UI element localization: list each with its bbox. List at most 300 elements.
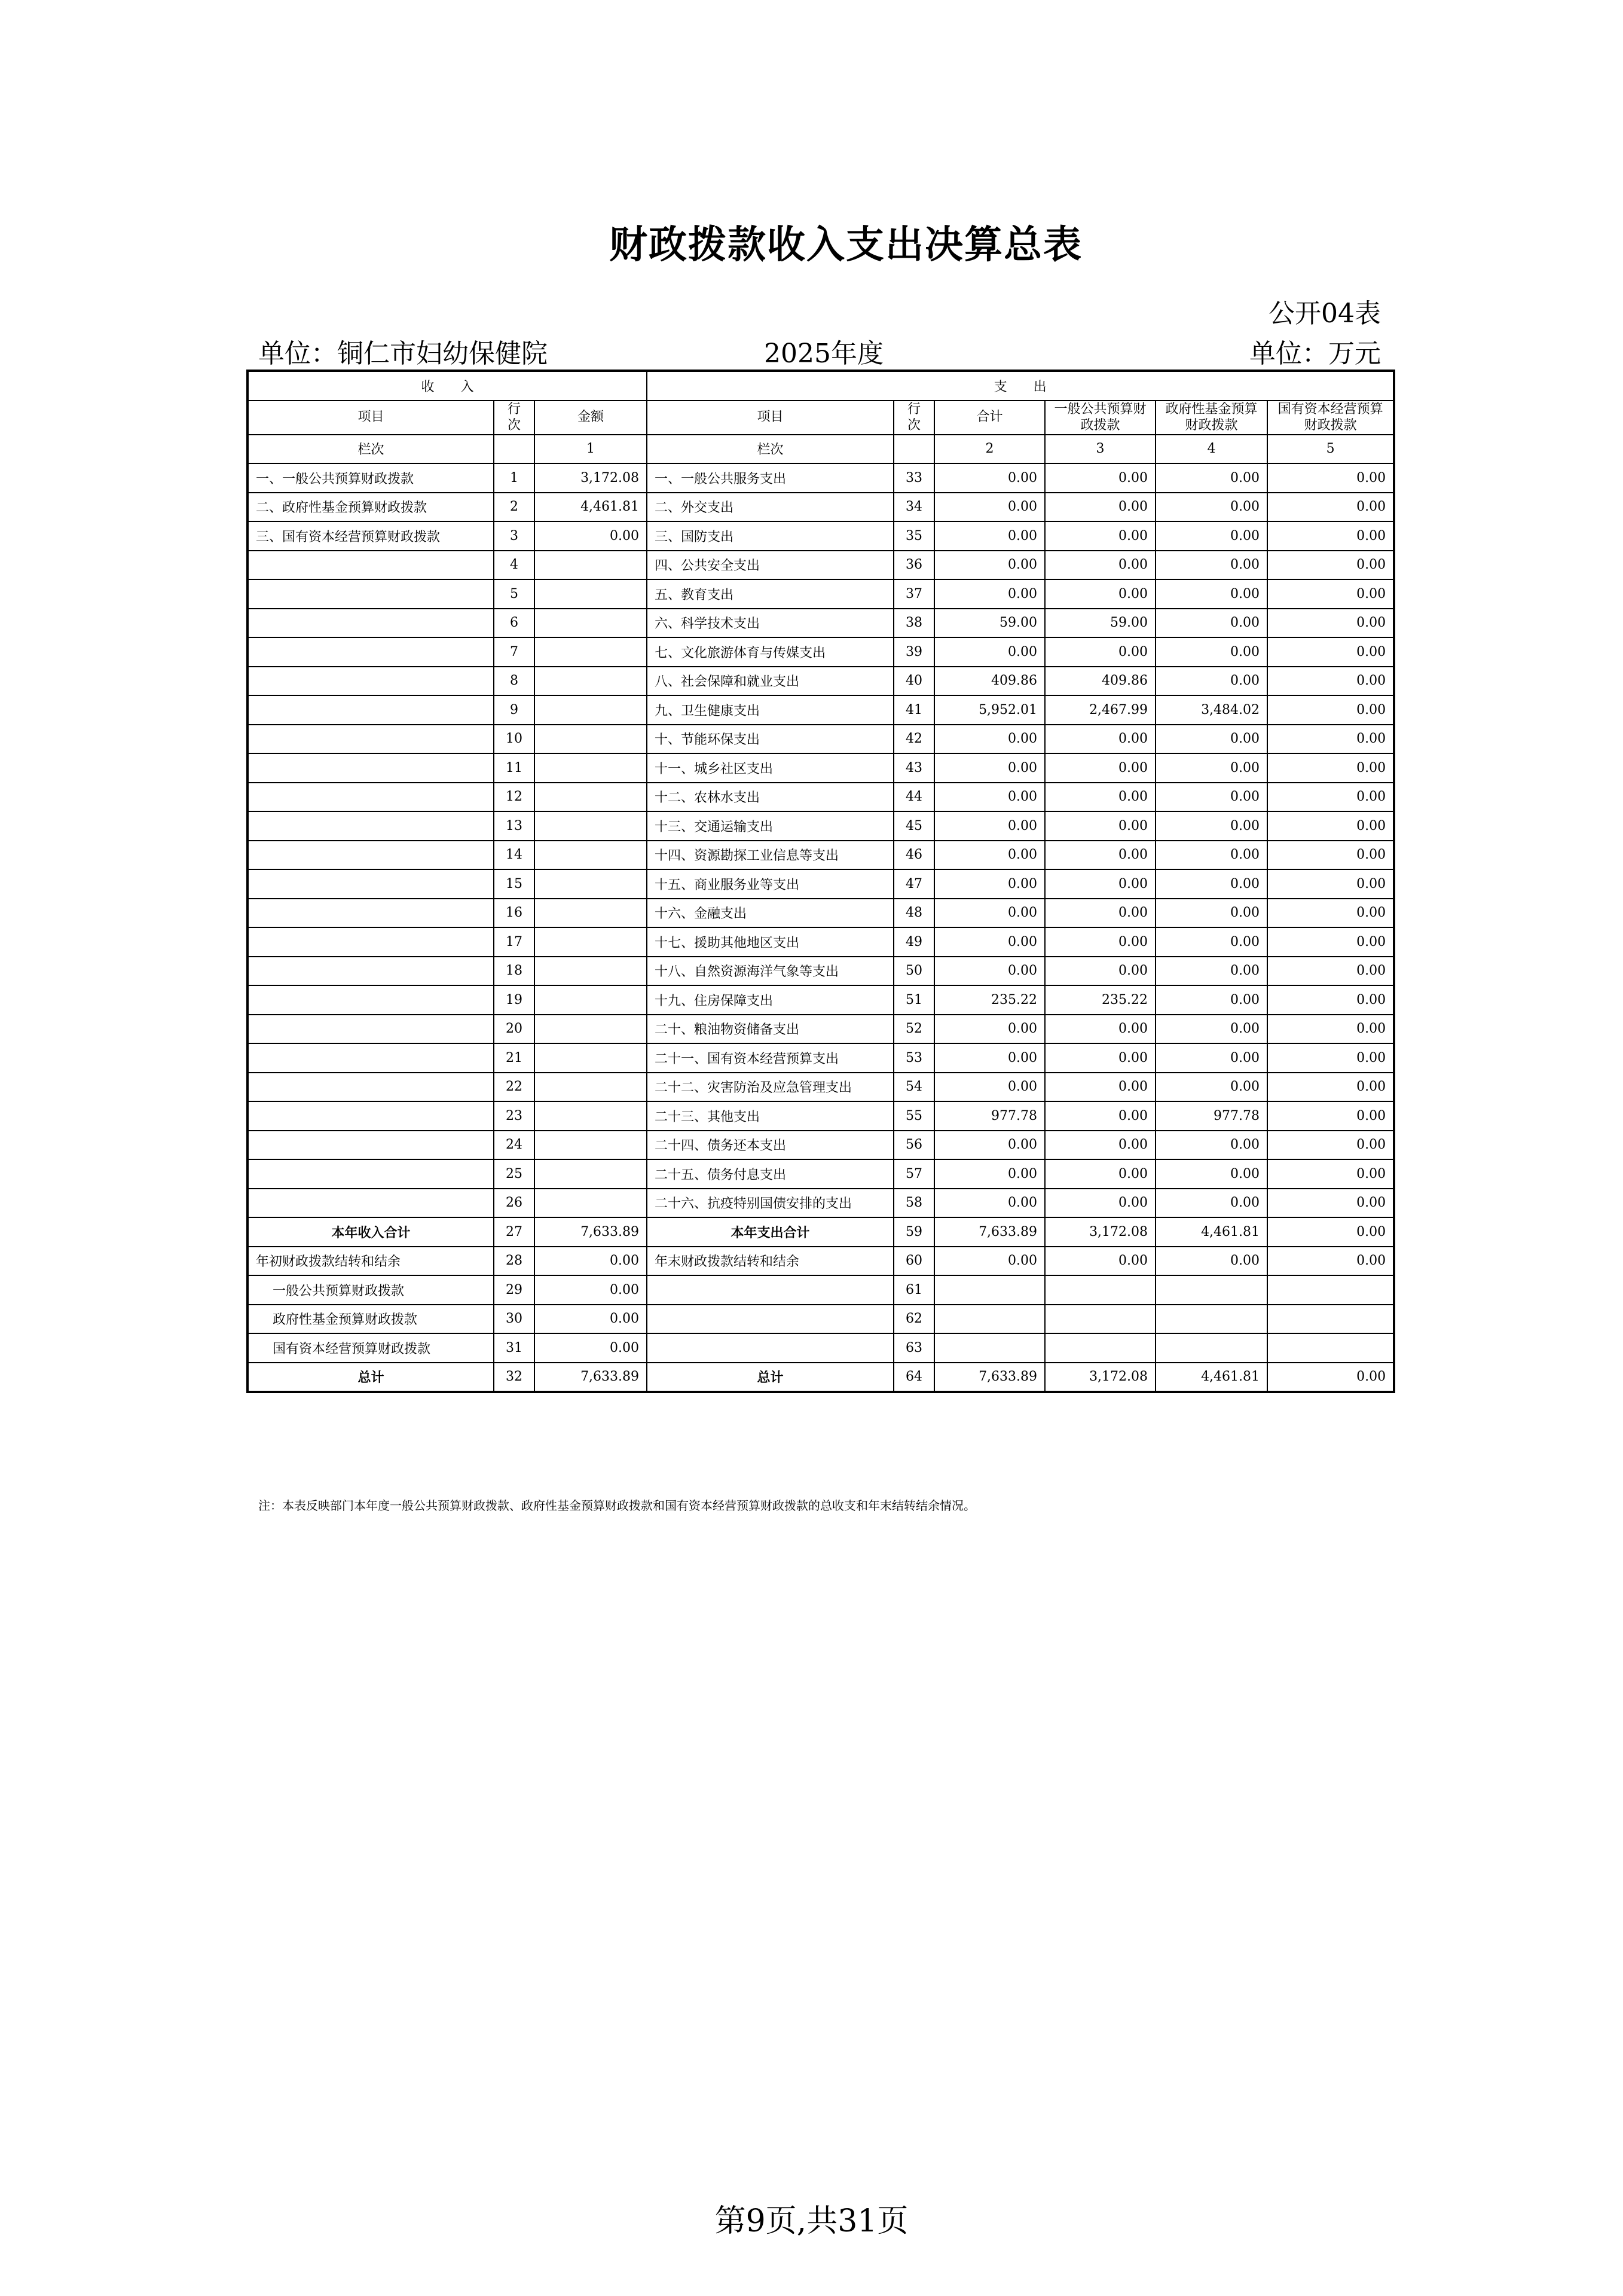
income-amount bbox=[534, 985, 647, 1015]
expense-row-no: 60 bbox=[894, 1247, 934, 1276]
income-item: 政府性基金预算财政拨款 bbox=[247, 1305, 494, 1334]
income-amount bbox=[534, 551, 647, 580]
state-capital-amount bbox=[1267, 1333, 1394, 1363]
expense-row-no: 39 bbox=[894, 637, 934, 667]
form-number: 公开04表 bbox=[1269, 298, 1381, 329]
income-amount: 0.00 bbox=[534, 1333, 647, 1363]
income-row-no: 31 bbox=[494, 1333, 534, 1363]
expense-header: 支 出 bbox=[647, 371, 1394, 401]
state-capital-amount: 0.00 bbox=[1267, 1363, 1394, 1393]
expense-row-no: 51 bbox=[894, 985, 934, 1015]
gov-fund-amount: 0.00 bbox=[1156, 753, 1267, 783]
table-row bbox=[247, 1043, 1394, 1073]
state-capital-amount: 0.00 bbox=[1267, 695, 1394, 725]
income-amount bbox=[534, 957, 647, 986]
income-amount bbox=[534, 579, 647, 609]
gov-fund-amount: 0.00 bbox=[1156, 1247, 1267, 1276]
gov-fund-amount bbox=[1156, 1275, 1267, 1305]
gov-fund-amount: 0.00 bbox=[1156, 869, 1267, 899]
expense-row-no: 47 bbox=[894, 869, 934, 899]
expense-total: 0.00 bbox=[934, 1189, 1045, 1218]
expense-item: 三、国防支出 bbox=[647, 521, 894, 551]
expense-row-no: 62 bbox=[894, 1305, 934, 1334]
general-budget-amount: 0.00 bbox=[1045, 753, 1156, 783]
general-budget-amount: 0.00 bbox=[1045, 1015, 1156, 1044]
gov-fund-header: 政府性基金预算财政拨款 bbox=[1156, 401, 1267, 435]
income-item-header: 项目 bbox=[247, 401, 494, 435]
expense-total: 0.00 bbox=[934, 1247, 1045, 1276]
income-item: 一般公共预算财政拨款 bbox=[247, 1275, 494, 1305]
state-capital-amount bbox=[1267, 1305, 1394, 1334]
income-item: 二、政府性基金预算财政拨款 bbox=[247, 493, 494, 522]
state-capital-amount: 0.00 bbox=[1267, 1043, 1394, 1073]
gov-fund-amount: 3,484.02 bbox=[1156, 695, 1267, 725]
gov-fund-amount: 0.00 bbox=[1156, 1189, 1267, 1218]
income-item bbox=[247, 1189, 494, 1218]
expense-total: 0.00 bbox=[934, 725, 1045, 754]
general-budget-amount: 0.00 bbox=[1045, 493, 1156, 522]
expense-row-no: 57 bbox=[894, 1159, 934, 1189]
budget-table bbox=[246, 370, 1395, 1393]
expense-row-no: 46 bbox=[894, 841, 934, 870]
income-item bbox=[247, 985, 494, 1015]
income-row-no: 16 bbox=[494, 899, 534, 928]
col-label: 栏次 bbox=[647, 435, 894, 464]
income-row-no: 15 bbox=[494, 869, 534, 899]
table-row bbox=[247, 1159, 1394, 1189]
state-capital-amount bbox=[1267, 1275, 1394, 1305]
general-budget-amount: 3,172.08 bbox=[1045, 1217, 1156, 1247]
income-row-no: 4 bbox=[494, 551, 534, 580]
income-row-no: 26 bbox=[494, 1189, 534, 1218]
gov-fund-amount: 0.00 bbox=[1156, 985, 1267, 1015]
table-row bbox=[247, 1189, 1394, 1218]
expense-total: 0.00 bbox=[934, 493, 1045, 522]
income-amount bbox=[534, 899, 647, 928]
general-budget-amount: 0.00 bbox=[1045, 811, 1156, 841]
fiscal-year: 2025年度 bbox=[764, 338, 884, 369]
expense-row-no: 56 bbox=[894, 1131, 934, 1160]
col-index: 1 bbox=[534, 435, 647, 464]
empty-cell bbox=[894, 435, 934, 464]
expense-total: 7,633.89 bbox=[934, 1217, 1045, 1247]
gov-fund-amount bbox=[1156, 1305, 1267, 1334]
gov-fund-amount: 0.00 bbox=[1156, 957, 1267, 986]
income-item bbox=[247, 1073, 494, 1102]
gov-fund-amount: 4,461.81 bbox=[1156, 1217, 1267, 1247]
income-amount bbox=[534, 1131, 647, 1160]
state-capital-amount: 0.00 bbox=[1267, 753, 1394, 783]
income-amount bbox=[534, 753, 647, 783]
expense-total: 0.00 bbox=[934, 463, 1045, 493]
gov-fund-amount: 0.00 bbox=[1156, 841, 1267, 870]
income-item bbox=[247, 1015, 494, 1044]
expense-item: 九、卫生健康支出 bbox=[647, 695, 894, 725]
state-capital-amount: 0.00 bbox=[1267, 957, 1394, 986]
state-capital-amount: 0.00 bbox=[1267, 609, 1394, 638]
income-row-no: 8 bbox=[494, 667, 534, 696]
gov-fund-amount: 0.00 bbox=[1156, 927, 1267, 957]
table-row bbox=[247, 985, 1394, 1015]
table-row bbox=[247, 1333, 1394, 1363]
table-row bbox=[247, 493, 1394, 522]
general-budget-amount: 0.00 bbox=[1045, 1131, 1156, 1160]
gov-fund-amount: 0.00 bbox=[1156, 1073, 1267, 1102]
income-amount: 0.00 bbox=[534, 1275, 647, 1305]
state-capital-amount: 0.00 bbox=[1267, 985, 1394, 1015]
expense-item: 十、节能环保支出 bbox=[647, 725, 894, 754]
income-item bbox=[247, 783, 494, 812]
state-capital-amount: 0.00 bbox=[1267, 521, 1394, 551]
page-footer: 第9页,共31页 bbox=[714, 2203, 909, 2239]
expense-item: 一、一般公共服务支出 bbox=[647, 463, 894, 493]
income-amount bbox=[534, 841, 647, 870]
income-row-no: 21 bbox=[494, 1043, 534, 1073]
general-budget-amount: 0.00 bbox=[1045, 1073, 1156, 1102]
state-capital-amount: 0.00 bbox=[1267, 783, 1394, 812]
state-capital-amount: 0.00 bbox=[1267, 1189, 1394, 1218]
expense-row-no: 36 bbox=[894, 551, 934, 580]
income-row-no: 22 bbox=[494, 1073, 534, 1102]
expense-item bbox=[647, 1305, 894, 1334]
general-budget-amount: 0.00 bbox=[1045, 551, 1156, 580]
expense-rowno-header: 行次 bbox=[894, 401, 934, 435]
expense-total bbox=[934, 1333, 1045, 1363]
income-item: 三、国有资本经营预算财政拨款 bbox=[247, 521, 494, 551]
expense-item: 二、外交支出 bbox=[647, 493, 894, 522]
gov-fund-amount: 0.00 bbox=[1156, 521, 1267, 551]
year-income-label: 本年收入合计 bbox=[247, 1217, 494, 1247]
column-index-row bbox=[247, 435, 1394, 464]
expense-row-no: 59 bbox=[894, 1217, 934, 1247]
expense-item: 四、公共安全支出 bbox=[647, 551, 894, 580]
general-budget-amount: 0.00 bbox=[1045, 1043, 1156, 1073]
table-row bbox=[247, 811, 1394, 841]
state-capital-amount: 0.00 bbox=[1267, 667, 1394, 696]
income-row-no: 17 bbox=[494, 927, 534, 957]
income-item bbox=[247, 695, 494, 725]
expense-item: 十八、自然资源海洋气象等支出 bbox=[647, 957, 894, 986]
expense-item: 六、科学技术支出 bbox=[647, 609, 894, 638]
income-row-no: 18 bbox=[494, 957, 534, 986]
expense-row-no: 55 bbox=[894, 1101, 934, 1131]
expense-row-no: 64 bbox=[894, 1363, 934, 1393]
expense-total: 0.00 bbox=[934, 753, 1045, 783]
table-row bbox=[247, 551, 1394, 580]
expense-total: 0.00 bbox=[934, 841, 1045, 870]
table-row bbox=[247, 1131, 1394, 1160]
income-item bbox=[247, 927, 494, 957]
gov-fund-amount: 0.00 bbox=[1156, 725, 1267, 754]
income-item bbox=[247, 957, 494, 986]
income-amount: 0.00 bbox=[534, 1305, 647, 1334]
income-row-no: 27 bbox=[494, 1217, 534, 1247]
income-row-no: 5 bbox=[494, 579, 534, 609]
income-row-no: 13 bbox=[494, 811, 534, 841]
income-amount bbox=[534, 927, 647, 957]
income-row-no: 1 bbox=[494, 463, 534, 493]
table-row bbox=[247, 667, 1394, 696]
expense-row-no: 38 bbox=[894, 609, 934, 638]
income-item bbox=[247, 753, 494, 783]
state-capital-amount: 0.00 bbox=[1267, 1159, 1394, 1189]
state-capital-amount: 0.00 bbox=[1267, 579, 1394, 609]
income-row-no: 11 bbox=[494, 753, 534, 783]
income-item bbox=[247, 637, 494, 667]
unit-name: 单位：铜仁市妇幼保健院 bbox=[258, 338, 548, 369]
state-capital-amount: 0.00 bbox=[1267, 1217, 1394, 1247]
general-budget-amount: 409.86 bbox=[1045, 667, 1156, 696]
expense-total-header: 合计 bbox=[934, 401, 1045, 435]
col-index: 2 bbox=[934, 435, 1045, 464]
table-row bbox=[247, 695, 1394, 725]
grand-total-row bbox=[247, 1363, 1394, 1393]
state-capital-amount: 0.00 bbox=[1267, 927, 1394, 957]
table-row bbox=[247, 1247, 1394, 1276]
table-row bbox=[247, 841, 1394, 870]
gov-fund-amount: 0.00 bbox=[1156, 1131, 1267, 1160]
expense-total: 0.00 bbox=[934, 957, 1045, 986]
state-capital-amount: 0.00 bbox=[1267, 1015, 1394, 1044]
expense-total: 0.00 bbox=[934, 1159, 1045, 1189]
income-item bbox=[247, 1131, 494, 1160]
income-row-no: 14 bbox=[494, 841, 534, 870]
expense-item: 二十四、债务还本支出 bbox=[647, 1131, 894, 1160]
income-row-no: 30 bbox=[494, 1305, 534, 1334]
state-capital-amount: 0.00 bbox=[1267, 1101, 1394, 1131]
header-row-section bbox=[247, 371, 1394, 401]
state-capital-amount: 0.00 bbox=[1267, 1247, 1394, 1276]
expense-item: 七、文化旅游体育与传媒支出 bbox=[647, 637, 894, 667]
col-label: 栏次 bbox=[247, 435, 494, 464]
general-budget-amount: 0.00 bbox=[1045, 1101, 1156, 1131]
general-budget-header: 一般公共预算财政拨款 bbox=[1045, 401, 1156, 435]
expense-item: 二十三、其他支出 bbox=[647, 1101, 894, 1131]
income-row-no: 2 bbox=[494, 493, 534, 522]
expense-total: 409.86 bbox=[934, 667, 1045, 696]
income-item: 年初财政拨款结转和结余 bbox=[247, 1247, 494, 1276]
expense-row-no: 48 bbox=[894, 899, 934, 928]
year-expense-label: 本年支出合计 bbox=[647, 1217, 894, 1247]
expense-item: 二十六、抗疫特别国债安排的支出 bbox=[647, 1189, 894, 1218]
expense-row-no: 35 bbox=[894, 521, 934, 551]
expense-row-no: 45 bbox=[894, 811, 934, 841]
table-row bbox=[247, 521, 1394, 551]
income-rowno-header: 行次 bbox=[494, 401, 534, 435]
income-item bbox=[247, 1101, 494, 1131]
expense-total: 0.00 bbox=[934, 811, 1045, 841]
table-row bbox=[247, 1015, 1394, 1044]
income-amount: 7,633.89 bbox=[534, 1363, 647, 1393]
income-item bbox=[247, 551, 494, 580]
gov-fund-amount: 0.00 bbox=[1156, 899, 1267, 928]
income-amount bbox=[534, 1189, 647, 1218]
col-index: 4 bbox=[1156, 435, 1267, 464]
gov-fund-amount: 0.00 bbox=[1156, 1015, 1267, 1044]
general-budget-amount: 0.00 bbox=[1045, 725, 1156, 754]
table-row bbox=[247, 1101, 1394, 1131]
expense-item: 年末财政拨款结转和结余 bbox=[647, 1247, 894, 1276]
table-row bbox=[247, 753, 1394, 783]
table-row bbox=[247, 579, 1394, 609]
table-row bbox=[247, 927, 1394, 957]
income-amount bbox=[534, 695, 647, 725]
income-item: 国有资本经营预算财政拨款 bbox=[247, 1333, 494, 1363]
income-item bbox=[247, 811, 494, 841]
income-item bbox=[247, 667, 494, 696]
expense-row-no: 61 bbox=[894, 1275, 934, 1305]
income-item bbox=[247, 899, 494, 928]
state-capital-amount: 0.00 bbox=[1267, 841, 1394, 870]
expense-total: 0.00 bbox=[934, 899, 1045, 928]
expense-total: 0.00 bbox=[934, 869, 1045, 899]
income-amount: 0.00 bbox=[534, 1247, 647, 1276]
income-amount bbox=[534, 725, 647, 754]
general-budget-amount bbox=[1045, 1333, 1156, 1363]
income-row-no: 7 bbox=[494, 637, 534, 667]
table-row bbox=[247, 1275, 1394, 1305]
income-item bbox=[247, 869, 494, 899]
expense-total: 0.00 bbox=[934, 521, 1045, 551]
expense-total bbox=[934, 1275, 1045, 1305]
income-amount bbox=[534, 869, 647, 899]
expense-total: 5,952.01 bbox=[934, 695, 1045, 725]
income-amount: 7,633.89 bbox=[534, 1217, 647, 1247]
general-budget-amount: 0.00 bbox=[1045, 463, 1156, 493]
state-capital-amount: 0.00 bbox=[1267, 1073, 1394, 1102]
general-budget-amount bbox=[1045, 1275, 1156, 1305]
expense-item: 八、社会保障和就业支出 bbox=[647, 667, 894, 696]
income-amount: 0.00 bbox=[534, 521, 647, 551]
general-budget-amount: 0.00 bbox=[1045, 869, 1156, 899]
income-amount bbox=[534, 1043, 647, 1073]
table-note: 注：本表反映部门本年度一般公共预算财政拨款、政府性基金预算财政拨款和国有资本经营预算财政拨款的总收支和年末结转结余情况。 bbox=[258, 1498, 976, 1513]
income-item bbox=[247, 725, 494, 754]
income-amount: 4,461.81 bbox=[534, 493, 647, 522]
expense-row-no: 50 bbox=[894, 957, 934, 986]
expense-row-no: 44 bbox=[894, 783, 934, 812]
general-budget-amount: 0.00 bbox=[1045, 899, 1156, 928]
income-row-no: 12 bbox=[494, 783, 534, 812]
gov-fund-amount bbox=[1156, 1333, 1267, 1363]
expense-item: 十一、城乡社区支出 bbox=[647, 753, 894, 783]
general-budget-amount: 0.00 bbox=[1045, 841, 1156, 870]
table-row bbox=[247, 725, 1394, 754]
general-budget-amount: 0.00 bbox=[1045, 783, 1156, 812]
gov-fund-amount: 0.00 bbox=[1156, 637, 1267, 667]
income-amount bbox=[534, 667, 647, 696]
state-capital-header: 国有资本经营预算财政拨款 bbox=[1267, 401, 1394, 435]
expense-total: 235.22 bbox=[934, 985, 1045, 1015]
state-capital-amount: 0.00 bbox=[1267, 869, 1394, 899]
table-row bbox=[247, 609, 1394, 638]
general-budget-amount bbox=[1045, 1305, 1156, 1334]
income-item bbox=[247, 579, 494, 609]
income-row-no: 28 bbox=[494, 1247, 534, 1276]
general-budget-amount: 59.00 bbox=[1045, 609, 1156, 638]
col-index: 3 bbox=[1045, 435, 1156, 464]
expense-item: 二十五、债务付息支出 bbox=[647, 1159, 894, 1189]
expense-item-header: 项目 bbox=[647, 401, 894, 435]
state-capital-amount: 0.00 bbox=[1267, 725, 1394, 754]
general-budget-amount: 0.00 bbox=[1045, 579, 1156, 609]
gov-fund-amount: 0.00 bbox=[1156, 579, 1267, 609]
income-amount bbox=[534, 1101, 647, 1131]
expense-total: 59.00 bbox=[934, 609, 1045, 638]
state-capital-amount: 0.00 bbox=[1267, 463, 1394, 493]
expense-total: 0.00 bbox=[934, 927, 1045, 957]
table-row bbox=[247, 463, 1394, 493]
table-row bbox=[247, 899, 1394, 928]
expense-item: 十二、农林水支出 bbox=[647, 783, 894, 812]
year-total-row bbox=[247, 1217, 1394, 1247]
gov-fund-amount: 0.00 bbox=[1156, 493, 1267, 522]
expense-row-no: 40 bbox=[894, 667, 934, 696]
income-amount bbox=[534, 609, 647, 638]
expense-item: 二十一、国有资本经营预算支出 bbox=[647, 1043, 894, 1073]
expense-item: 十五、商业服务业等支出 bbox=[647, 869, 894, 899]
expense-item: 十九、住房保障支出 bbox=[647, 985, 894, 1015]
expense-total: 7,633.89 bbox=[934, 1363, 1045, 1393]
expense-item: 二十、粮油物资储备支出 bbox=[647, 1015, 894, 1044]
general-budget-amount: 0.00 bbox=[1045, 1159, 1156, 1189]
income-row-no: 29 bbox=[494, 1275, 534, 1305]
expense-row-no: 33 bbox=[894, 463, 934, 493]
expense-total: 0.00 bbox=[934, 1131, 1045, 1160]
income-item bbox=[247, 1043, 494, 1073]
income-header: 收 入 bbox=[247, 371, 647, 401]
expense-item bbox=[647, 1275, 894, 1305]
table-row bbox=[247, 783, 1394, 812]
gov-fund-amount: 0.00 bbox=[1156, 783, 1267, 812]
expense-total: 0.00 bbox=[934, 1015, 1045, 1044]
income-row-no: 24 bbox=[494, 1131, 534, 1160]
grand-total-label: 总计 bbox=[647, 1363, 894, 1393]
expense-total: 0.00 bbox=[934, 579, 1045, 609]
income-row-no: 23 bbox=[494, 1101, 534, 1131]
state-capital-amount: 0.00 bbox=[1267, 899, 1394, 928]
income-row-no: 25 bbox=[494, 1159, 534, 1189]
income-amount bbox=[534, 1159, 647, 1189]
income-item bbox=[247, 841, 494, 870]
grand-total-label: 总计 bbox=[247, 1363, 494, 1393]
gov-fund-amount: 4,461.81 bbox=[1156, 1363, 1267, 1393]
general-budget-amount: 0.00 bbox=[1045, 927, 1156, 957]
income-item bbox=[247, 1159, 494, 1189]
expense-total: 0.00 bbox=[934, 1073, 1045, 1102]
income-amount bbox=[534, 811, 647, 841]
expense-total: 0.00 bbox=[934, 783, 1045, 812]
income-amount bbox=[534, 1073, 647, 1102]
currency-unit: 单位：万元 bbox=[1249, 338, 1381, 369]
table-row bbox=[247, 1305, 1394, 1334]
gov-fund-amount: 0.00 bbox=[1156, 463, 1267, 493]
income-row-no: 10 bbox=[494, 725, 534, 754]
expense-row-no: 49 bbox=[894, 927, 934, 957]
expense-row-no: 54 bbox=[894, 1073, 934, 1102]
expense-item: 十六、金融支出 bbox=[647, 899, 894, 928]
income-amount-header: 金额 bbox=[534, 401, 647, 435]
income-row-no: 3 bbox=[494, 521, 534, 551]
expense-total: 0.00 bbox=[934, 637, 1045, 667]
general-budget-amount: 0.00 bbox=[1045, 957, 1156, 986]
income-row-no: 9 bbox=[494, 695, 534, 725]
income-item: 一、一般公共预算财政拨款 bbox=[247, 463, 494, 493]
expense-item: 五、教育支出 bbox=[647, 579, 894, 609]
state-capital-amount: 0.00 bbox=[1267, 493, 1394, 522]
state-capital-amount: 0.00 bbox=[1267, 1131, 1394, 1160]
expense-total: 0.00 bbox=[934, 1043, 1045, 1073]
